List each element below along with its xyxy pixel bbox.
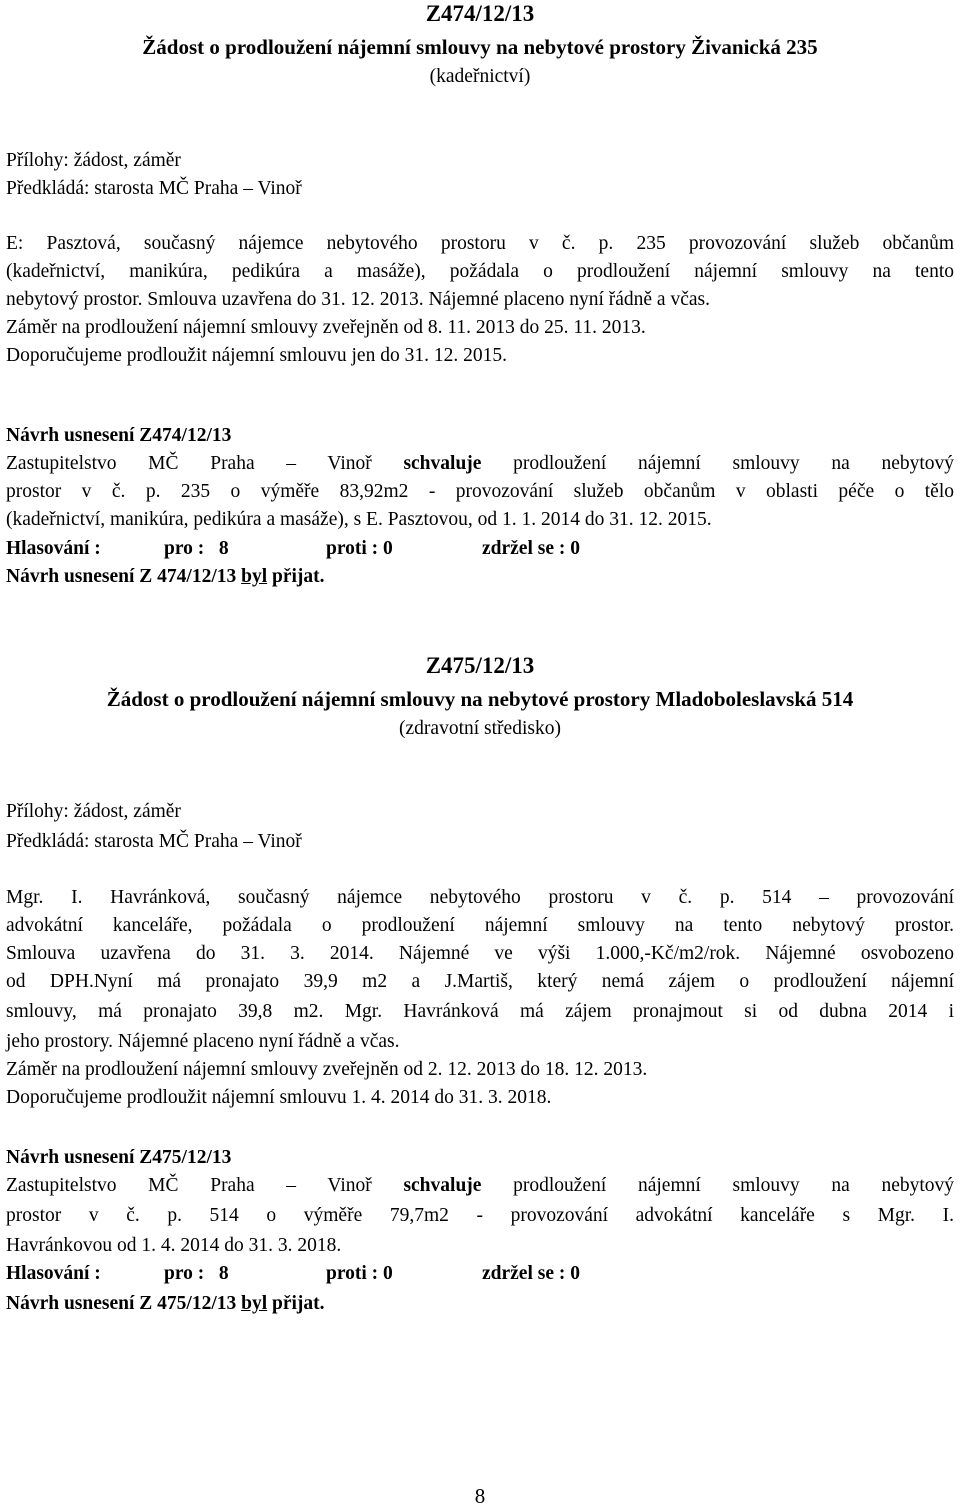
result-474 — [6, 565, 954, 589]
resolution-subject: Zastupitelstvo MČ Praha – Vinoř — [6, 453, 372, 474]
resolution-line: Havránkovou od 1. 4. 2014 do 31. 3. 2018. — [6, 1235, 342, 1256]
body-line: (kadeřnictví, manikúra, pedikúra a masáže), požádala o prodloužení nájemní smlouvy na tento — [6, 261, 954, 282]
section-title-474: Žádost o prodloužení nájemní smlouvy na nebytové prostory Živanická 235 — [142, 35, 818, 59]
section-code-475: Z475/12/13 — [425, 653, 535, 678]
vote-for: pro : 8 — [164, 538, 229, 559]
resolution-line — [6, 452, 954, 476]
result-text: Návrh usnesení Z 474/12/13 — [6, 566, 237, 587]
attachments-474: Přílohy: žádost, záměr — [6, 150, 181, 171]
section-subtitle-474: (kadeřnictví) — [429, 66, 531, 87]
vote-abstain: zdržel se : 0 — [482, 538, 580, 559]
vote-label: Hlasování : — [6, 1263, 101, 1284]
page-number: 8 — [474, 1484, 486, 1508]
submitter-474: Předkládá: starosta MČ Praha – Vinoř — [6, 178, 302, 199]
resolution-line: (kadeřnictví, manikúra, pedikúra a masáže), s E. Pasztovou, od 1. 1. 2014 do 31. 12. 2015. — [6, 509, 712, 530]
vote-label: Hlasování : — [6, 538, 101, 559]
proposal-heading-475: Návrh usnesení Z475/12/13 — [6, 1147, 232, 1168]
vote-for: pro : 8 — [164, 1263, 229, 1284]
resolution-line: prostor v č. p. 514 o výměře 79,7m2 - provozování advokátní kanceláře s Mgr. I. — [6, 1205, 954, 1226]
resolution-object: prodloužení nájemní smlouvy na nebytový — [513, 453, 955, 474]
attachments-475: Přílohy: žádost, záměr — [6, 801, 181, 822]
result-text: Návrh usnesení Z 475/12/13 — [6, 1293, 237, 1314]
section-title-475: Žádost o prodloužení nájemní smlouvy na nebytové prostory Mladoboleslavská 514 — [106, 687, 854, 711]
body-line: od DPH.Nyní má pronajato 39,9 m2 a J.Martiš, který nemá zájem o prodloužení nájemní — [6, 971, 954, 992]
result-byl: byl — [241, 1293, 268, 1314]
body-line: smlouvy, má pronajato 39,8 m2. Mgr. Havránková má zájem pronajmout si od dubna 2014 i — [6, 1001, 954, 1022]
submitter-475: Předkládá: starosta MČ Praha – Vinoř — [6, 831, 302, 852]
result-accepted: přijat. — [272, 566, 325, 587]
resolution-line — [6, 1174, 954, 1198]
body-line: Doporučujeme prodloužit nájemní smlouvu 1. 4. 2014 do 31. 3. 2018. — [6, 1087, 552, 1108]
resolution-verb: schvaluje — [403, 453, 482, 474]
result-accepted: přijat. — [272, 1293, 325, 1314]
resolution-object: prodloužení nájemní smlouvy na nebytový — [513, 1175, 955, 1196]
vote-abstain: zdržel se : 0 — [482, 1263, 580, 1284]
body-line: E: Pasztová, současný nájemce nebytového prostoru v č. p. 235 provozování služeb občanům — [6, 233, 954, 254]
vote-line-475 — [6, 1262, 954, 1286]
section-subtitle-475: (zdravotní středisko) — [399, 718, 561, 739]
body-line: advokátní kanceláře, požádala o prodloužení nájemní smlouvy na tento nebytový prostor. — [6, 915, 954, 936]
result-byl: byl — [241, 566, 268, 587]
proposal-heading-474: Návrh usnesení Z474/12/13 — [6, 425, 232, 446]
vote-line-474 — [6, 537, 954, 561]
resolution-verb: schvaluje — [403, 1175, 482, 1196]
body-line: Záměr na prodloužení nájemní smlouvy zveřejněn od 8. 11. 2013 do 25. 11. 2013. — [6, 317, 646, 338]
body-line: jeho prostory. Nájemné placeno nyní řádně a včas. — [6, 1031, 400, 1052]
body-line: Smlouva uzavřena do 31. 3. 2014. Nájemné ve výši 1.000,-Kč/m2/rok. Nájemné osvobozeno — [6, 943, 954, 964]
body-line: nebytový prostor. Smlouva uzavřena do 31. 12. 2013. Nájemné placeno nyní řádně a včas. — [6, 289, 710, 310]
resolution-line: prostor v č. p. 235 o výměře 83,92m2 - provozování služeb občanům v oblasti péče o tělo — [6, 481, 954, 502]
result-475 — [6, 1292, 954, 1316]
vote-against: proti : 0 — [326, 1263, 393, 1284]
section-code-474: Z474/12/13 — [425, 1, 535, 26]
resolution-subject: Zastupitelstvo MČ Praha – Vinoř — [6, 1175, 372, 1196]
body-line: Záměr na prodloužení nájemní smlouvy zveřejněn od 2. 12. 2013 do 18. 12. 2013. — [6, 1059, 648, 1080]
body-line: Doporučujeme prodloužit nájemní smlouvu jen do 31. 12. 2015. — [6, 345, 507, 366]
body-line: Mgr. I. Havránková, současný nájemce nebytového prostoru v č. p. 514 – provozování — [6, 887, 954, 908]
vote-against: proti : 0 — [326, 538, 393, 559]
